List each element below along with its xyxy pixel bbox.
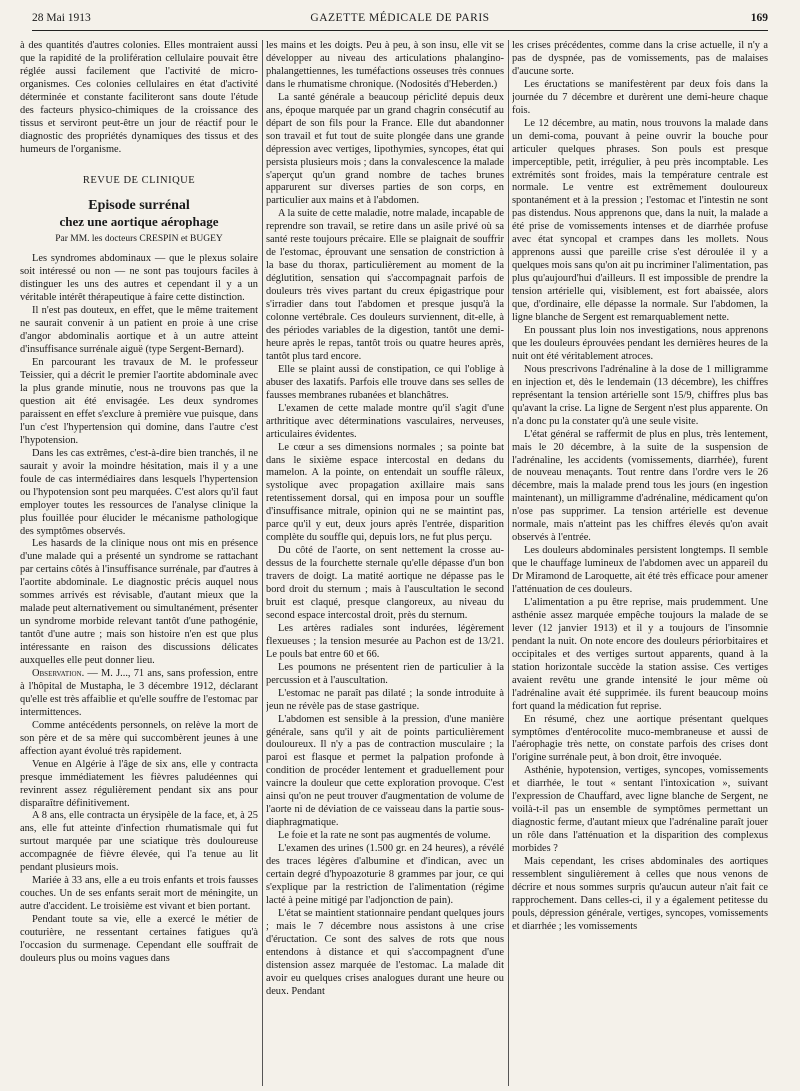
paragraph: Venue en Algérie à l'âge de six ans, elle y contracta presque immédiatement les fièvres paludéennes qui revinrent assez régulièrement pendant six ans pour disparaître définitivement.	[20, 758, 258, 809]
observation-paragraph	[20, 668, 258, 720]
paragraph: L'abdomen est sensible à la pression, d'une manière générale, sans qu'il y ait de points particulièrement douloureux. Il n'y a pas de contraction musculaire ; la paroi est flasque et permet la palpation profonde à condition de procéder lentement et graduellement pour vaincre la douleur que cette exploration provoque. C'est ainsi qu'on ne peut trouver d'augmentation de volume de l'aorte ni de déviation de ce vaisseau dans la partie sous-diaphragmatique.	[266, 713, 504, 829]
paragraph: Les syndromes abdominaux — que le plexus solaire soit intéressé ou non — ne sont pas toujours faciles à distinguer les uns des autres et cependant il y a un véritable intérêt thérapeutique à faire cette distinction.	[20, 253, 258, 304]
paragraph: Mais cependant, les crises abdominales des aortiques ressemblent singulièrement à celles que nous venons de décrire et nous sommes surpris qu'aucun auteur n'ait fait ce rapprochement. Dans celles-ci, il y a également petitesse du pouls, dépression générale, vertiges, syncopes, vomissements et diarrhée ; les vomissements	[512, 856, 768, 932]
paragraph: En parcourant les travaux de M. le professeur Teissier, qui a décrit le premier l'aortite abdominale avec la plus grande minutie, nous ne trouvons pas que la question ait été envisagée. Les deux syndromes paraissent en effet s'exclure à première vue puisque, dans l'un c'est l'hypertension qui domine, dans l'autre c'est l'hypotension.	[20, 357, 258, 446]
paragraph: L'estomac ne paraît pas dilaté ; la sonde introduite à jeun ne révèle pas de stase gastrique.	[266, 687, 504, 712]
article-byline: Par MM. les docteurs CRESPIN et BUGEY	[55, 233, 223, 244]
paragraph: Les poumons ne présentent rien de particulier à la percussion et à l'auscultation.	[266, 661, 504, 686]
paragraph: Elle se plaint aussi de constipation, ce qui l'oblige à abuser des laxatifs. Parfois elle trouve dans ses selles de fausses membranes rubanées et blanchâtres.	[266, 363, 504, 401]
paragraph: Mariée à 33 ans, elle a eu trois enfants et trois fausses couches. Un de ses enfants serait mort de méningite, un autre d'accident. Le troisième est vivant et bien portant.	[20, 875, 258, 913]
paragraph: Le cœur a ses dimensions normales ; sa pointe bat dans le sixième espace intercostal en dedans du mamelon. A la pointe, on entendait un souffle râleux, systolique avec propagation axillaire mais sans retentissement dorsal, qui en imposa pour un souffle d'insuffisance mitrale, opinion qui ne se maintint pas, parce qu'il y eut, deux jours après l'entrée, disparition complète du souffle qui, depuis lors, ne fut plus perçu.	[266, 441, 504, 544]
paragraph: Dans les cas extrêmes, c'est-à-dire bien tranchés, il ne saurait y avoir la moindre hésitation, mais il y a une foule de cas intermédiaires dans lesquels l'hypertension ou l'hypotension sont peu marquées. C'est alors qu'il faut employer toutes les ressources de l'analyse clinique la plus fouillée pour élucider le mécanisme pathologique des symptômes observés.	[20, 447, 258, 537]
paragraph: L'examen des urines (1.500 gr. en 24 heures), a révélé des traces légères d'albumine et d'indican, avec un certain degré d'hypoazoturie 8 grammes par jour, ce qui s'explique par la restriction de l'alimentation (régime lacté à peine mitigé par l'adjonction de pain).	[266, 843, 504, 906]
paragraph: les crises précédentes, comme dans la crise actuelle, il n'y a pas de dyspnée, pas de vomissements, pas de malaises d'aucune sorte.	[512, 40, 768, 77]
paragraph: Il n'est pas douteux, en effet, que le même traitement ne saurait convenir à un patient en proie à une crise d'angor abdominalis aortique et à un autre atteint d'insuffisance surrénale aiguë (type Sergent-Bernard).	[20, 305, 258, 356]
article-title: Episode surrénal	[88, 197, 190, 213]
section-title: REVUE DE CLINIQUE	[82, 174, 196, 186]
column-1	[20, 40, 258, 1086]
header-date: 28 Mai 1913	[32, 12, 91, 24]
paragraph: A la suite de cette maladie, notre malade, incapable de reprendre son travail, se retire dans un asile privé où sa santé reste toujours précaire. Elle se plaignait de souffrir de l'estomac, éprouvant une sensation de constriction à la base du thorax, particulièrement au moment de la déglutition, sensation qui s'accompagnait parfois de douleurs très vives partant du creux épigastrique pour s'irradier dans tout l'abdomen et presque jusqu'à la colonne vertébrale. Ces douleurs surviennent, dit-elle, à des périodes variables de la digestion, tantôt une demi-heure après le repas, tantôt trois ou quatre heures après, tantôt plus tard encore.	[266, 208, 504, 362]
paragraph: L'alimentation a pu être reprise, mais prudemment. Une asthénie assez marquée empêche toujours la malade de se lever (12 janvier 1913) et il y a toujours de l'insomnie pendant la nuit. On note encore des douleurs périorbitaires et occipitales et des vertiges surtout apparents, quand à la station horizontale succède la station assise. Ces vertiges avaient revêtu une grande intensité le jour même où l'adrénaline avait été supprimée. ils furent beaucoup moins fort quand la médication fut reprise.	[512, 596, 768, 712]
paragraph: Du côté de l'aorte, on sent nettement la crosse au-dessus de la fourchette sternale qu'elle dépasse d'un bon travers de doigt. La matité aortique ne dépasse pas le bord droit du sternum ; mais à l'auscultation le second bruit est claqué, presque clangoreux, au niveau du second espace intercostal droit, près du sternum.	[266, 545, 504, 621]
paragraph: L'état se maintient stationnaire pendant quelques jours ; mais le 7 décembre nous assistons à une crise d'éructation. Ce sont des salves de rots que nous entendons à distance et qui s'accompagnent d'une distension assez marquée de l'estomac. La malade dit avoir eu quelques crises analogues durant une heure ou deux. Pendant	[266, 907, 504, 997]
paragraph: A 8 ans, elle contracta un érysipèle de la face, et, à 25 ans, elle fut atteinte d'infection rhumatismale qui fut surtout marquée par une sciatique très douloureuse accompagnée de fièvre élevée, qui l'a tenue au lit pendant plusieurs mois.	[20, 810, 258, 874]
paragraph: Le foie et la rate ne sont pas augmentés de volume.	[278, 830, 491, 842]
paragraph: Comme antécédents personnels, on relève la mort de son père et de sa mère qui succombèrent jeunes à une affection ayant évolué très rapidement.	[20, 719, 258, 757]
paragraph: En résumé, chez une aortique présentant quelques symptômes d'entérocolite muco-membraneuse et aussi de l'aérophagie très nette, on constate parfois des crises dont l'origine surrénale peut, à bon droit, être invoquée.	[512, 713, 768, 764]
article-subtitle: chez une aortique aérophage	[59, 213, 219, 229]
paragraph: à des quantités d'autres colonies. Elles montraient aussi que la rapidité de la prolifération cellulaire pouvait être réglée aussi facilement que l'activité de micro-organismes. Ces colonies cellulaires en état d'activité déterminée et constante faciliteront sans doute l'étude des facteurs physico-chimiques de la croissance des tissus et serviront peut-être un jour de réactif pour le diagnostic des propriétés dynamiques des tissus et des humeurs de l'organisme.	[20, 40, 258, 155]
column-divider	[262, 40, 263, 1086]
column-3	[512, 40, 768, 1086]
paragraph: les mains et les doigts. Peu à peu, à son insu, elle vit se développer au niveau des articulations phalangino-phalangettiennes, les tuméfactions osseuses très connues dans le rhumatisme chronique. (Nodosités d'Heberden.)	[266, 40, 504, 90]
observation-label: Observation.	[32, 667, 85, 679]
paragraph: Asthénie, hypotension, vertiges, syncopes, vomissements et diarrhée, le tout « sentant l'intoxication », suivant l'expression de Chauffard, avec ligne blanche de Sergent, ne voilà-t-il pas un ensemble de symptômes permettant un diagnostic ferme, d'autant mieux que l'adrénaline paraît jouer un rôle dans l'atténuation et la disparition des complexus morbides ?	[512, 765, 768, 855]
paragraph: Les hasards de la clinique nous ont mis en présence d'une malade qui a présenté un syndrome se rattachant par certains côtés à l'insuffisance surrénale, par d'autres à l'aortite abdominale. Le diagnostic précis auquel nous sommes arrivés est révisable, d'autant mieux que la malade peut alternativement ou simultanément, présenter un syndrome morbide relevant tantôt d'une pathogénie, tantôt d'une autre ; mais son histoire n'en est que plus intéressante en raison des discussions délicates auxquelles elle peut donner lieu.	[20, 538, 258, 667]
column-2	[266, 40, 504, 1086]
paragraph: Le 12 décembre, au matin, nous trouvons la malade dans un demi-coma, pouvant à peine ouvrir la bouche pour articuler quelques phrases. Son pouls est presque imperceptible, petit, irrégulier, à peu près incomptable. Les extrémités sont froides, mais la température centrale est normale. Le ventre est extrêmement douloureux spontanément et à la pression ; l'estomac et l'intestin ne sont pas distendus. Nous apprenons que, dans la nuit, la malade a été prise de vomissements intenses et de diarrhée profuse avec état syncopal et crampes dans les mollets. Nous apprenons aussi que pareille crise s'est déroulée il y a quelques mois sans qu'on ait pu incriminer l'alimentation, pas plus qu'aujourd'hui d'ailleurs. Il est impossible de prendre la tension artérielle qui, visiblement, est fort abaissée, alors que, d'ordinaire, elle dépasse la normale. Sur l'abdomen, la ligne blanche de Sergent est remarquablement nette.	[512, 117, 768, 324]
paragraph: Les douleurs abdominales persistent longtemps. Il semble que le chauffage lumineux de l'abdomen avec un appareil du Dr Miramond de Laroquette, ait été très efficace pour amener l'atténuation de ces douleurs.	[512, 545, 768, 596]
paragraph: La santé générale a beaucoup périclité depuis deux ans, époque marquée par un grand chagrin consécutif au départ de son fils pour la France. Elle dut abandonner son travail et fut tout de suite plongée dans une grande dépression avec vertiges, lipothymies, syncopes, état qui persista plusieurs mois ; dans la convalescence la malade s'aperçut qu'un grand nombre de taches brunes apparurent sur diverses parties de son corps, en particulier aux mains et à l'abdomen.	[266, 91, 504, 207]
column-divider	[508, 40, 509, 1086]
paragraph: L'examen de cette malade montre qu'il s'agit d'une arthritique avec déterminations vasculaires, nerveuses, articulaires évidentes.	[266, 402, 504, 440]
paragraph: Nous prescrivons l'adrénaline à la dose de 1 milligramme en injection et, dès le lendemain (13 décembre), les chiffres représentant la tension artérielle sont 15/9, chiffres plus bas qu'avant la crise. La ligne de Sergent n'est plus apparente. On n'a donc pu la constater qu'à une seule visite.	[512, 363, 768, 427]
page-header	[32, 8, 768, 31]
paragraph: Les artères radiales sont indurées, légèrement flexueuses ; la tension mesurée au Pachon est de 13/21. Le pouls bat entre 60 et 66.	[266, 622, 504, 660]
paragraph: En poussant plus loin nos investigations, nous apprenons que les douleurs éprouvées pendant les dernières heures de la nuit ont été véritablement atroces.	[512, 324, 768, 362]
paragraph: L'état général se raffermit de plus en plus, très lentement, mais le 20 décembre, à la suite de la suspension de l'adrénaline, les accidents (vomissements, diarrhée), furent de nouveau menaçants. Tout rentre dans l'ordre vers le 26 décembre, mais la malade prend tous les jours (en ingestion maintenant), un milligramme d'adrénaline, médicament qu'on n'ose pas supprimer. La tension artérielle est devenue normale, mais n'atteint pas les chiffres élevés qu'on avait observés à l'entrée.	[512, 428, 768, 544]
header-title: GAZETTE MÉDICALE DE PARIS	[310, 12, 490, 24]
paragraph: Les éructations se manifestèrent par deux fois dans la journée du 7 décembre et durèrent une demi-heure chaque fois.	[512, 78, 768, 116]
observation-text: — M. J..., 71 ans, sans profession, entre à l'hôpital de Mustapha, le 3 décembre 1912, déclarant qu'elle est très affaiblie et qu'elle souffre de l'estomac par intermittences.	[20, 667, 258, 718]
paragraph: Pendant toute sa vie, elle a exercé le métier de couturière, ne ressentant certaines fatigues qu'à l'occasion du surmenage. Cependant elle souffrait de douleurs plus ou moins vagues dans	[20, 914, 258, 964]
header-page-number: 169	[750, 12, 768, 24]
